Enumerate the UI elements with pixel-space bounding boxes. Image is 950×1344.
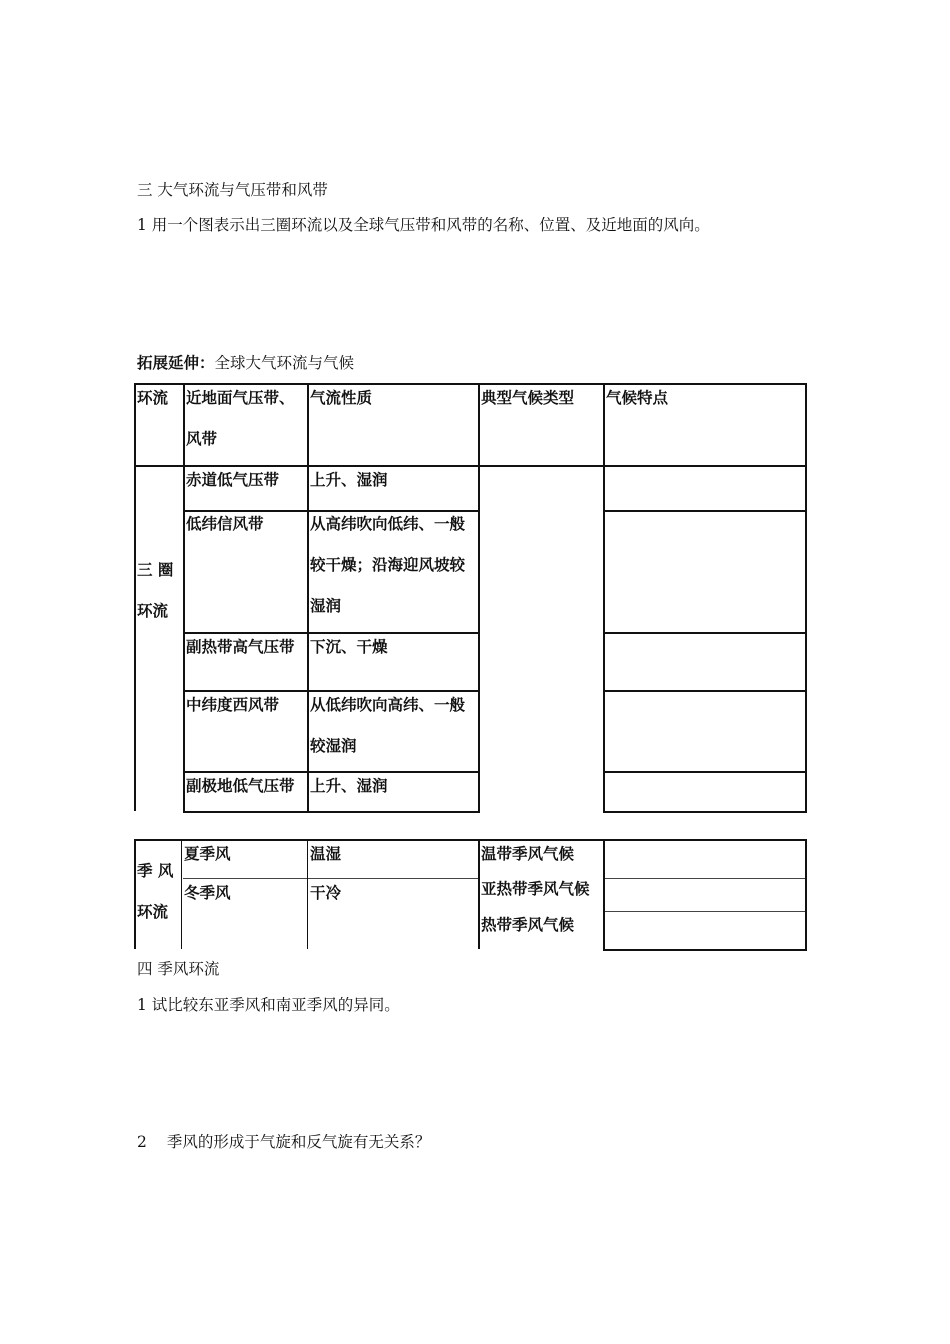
- section-4-heading: 四 季风环流: [137, 960, 220, 978]
- group-label-monsoon: 季 风环流: [137, 862, 174, 921]
- row-divider: [603, 690, 807, 692]
- header-climate-type: 典型气候类型: [481, 389, 575, 407]
- airflow-cell: 从低纬吹向高纬、一般较湿润: [310, 696, 466, 755]
- header-airflow: 气流性质: [310, 389, 373, 407]
- row-divider: [603, 632, 807, 634]
- row-divider: [603, 878, 807, 879]
- table-border-right: [805, 839, 807, 951]
- header-climate-features: 气候特点: [606, 389, 669, 407]
- extension-label: 拓展延伸：: [137, 354, 215, 372]
- belt-cell: 副极地低气压带: [186, 777, 295, 795]
- climate-cell: 亚热带季风气候: [481, 880, 590, 898]
- season-cell: 冬季风: [184, 884, 231, 902]
- row-divider: [603, 510, 807, 512]
- column-divider: [478, 839, 480, 949]
- row-divider: [603, 911, 807, 912]
- belt-cell: 赤道低气压带: [186, 471, 280, 489]
- column-divider: [307, 839, 308, 949]
- airflow-cell: 下沉、干燥: [310, 638, 388, 656]
- group-label-three-cell: 三 圈环流: [137, 561, 174, 620]
- header-pressure-belt: 近地面气压带、风带: [186, 389, 295, 448]
- airflow-cell: 温湿: [310, 845, 342, 863]
- table-border-right: [805, 383, 807, 813]
- table-border-bottom: [183, 811, 480, 813]
- airflow-cell: 上升、湿润: [310, 777, 388, 795]
- column-divider: [603, 839, 605, 951]
- table-border-left: [134, 383, 136, 811]
- column-divider: [603, 383, 605, 813]
- extension-heading: [137, 351, 354, 373]
- column-divider: [307, 383, 309, 813]
- season-cell: 夏季风: [184, 845, 231, 863]
- belt-cell: 低纬信风带: [186, 515, 264, 533]
- airflow-cell: 上升、湿润: [310, 471, 388, 489]
- table-border-top: [134, 839, 807, 841]
- table-border-left: [134, 839, 136, 949]
- extension-title: 全球大气环流与气候: [214, 354, 355, 372]
- airflow-cell: 干冷: [310, 884, 342, 902]
- question-2-text: 季风的形成于气旋和反气旋有无关系？: [166, 1133, 431, 1151]
- section-3-question-1: 1 用一个图表示出三圈环流以及全球气压带和风带的名称、位置、及近地面的风向。: [137, 216, 710, 234]
- belt-cell: 副热带高气压带: [186, 638, 295, 656]
- row-divider: [603, 771, 807, 773]
- question-2-number: 2: [137, 1133, 147, 1151]
- table-border-bottom: [603, 949, 807, 951]
- airflow-cell: 从高纬吹向低纬、一般较干燥；沿海迎风坡较湿润: [310, 515, 466, 615]
- belt-cell: 中纬度西风带: [186, 696, 280, 714]
- climate-cell: 热带季风气候: [481, 916, 575, 934]
- section-3-heading: 三 大气环流与气压带和风带: [137, 181, 328, 199]
- column-divider: [183, 383, 185, 813]
- section-4-question-1: 1 试比较东亚季风和南亚季风的异同。: [137, 996, 400, 1014]
- climate-cell: 温带季风气候: [481, 845, 575, 863]
- table-border-bottom: [603, 811, 807, 813]
- section-4-question-2: [137, 1130, 430, 1152]
- header-circulation: 环流: [137, 389, 169, 407]
